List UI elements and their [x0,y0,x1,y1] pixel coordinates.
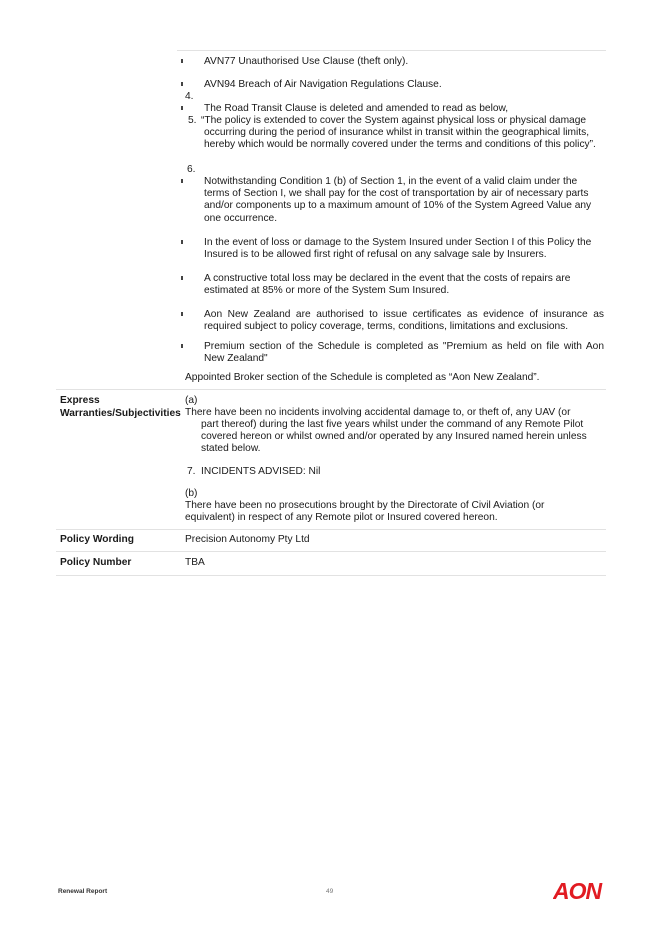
clause-constructive-total-loss: A constructive total loss may be declared in the event that the costs of repairs are estimated at 85% or more of the System Sum Insured. [204,273,571,297]
warranties-label-line1: Express [60,395,100,406]
incidents-advised: INCIDENTS ADVISED: Nil [201,466,321,477]
policy-number-label: Policy Number [60,557,132,568]
aon-logo [553,878,607,902]
clause-air-transport: Notwithstanding Condition 1 (b) of Section 1, in the event of a valid claim under the terms of Section I, we shall pay for the cost of transportation by air of necessary parts and/or components up to a maximum amount of 10% of the System Agreed Value any one occurrence. [204,176,592,224]
broker-note: Appointed Broker section of the Schedule is completed as “Aon New Zealand”. [185,372,540,383]
bullet-marker [181,106,183,110]
bullet-marker [181,276,183,280]
row-divider [56,389,606,390]
bullet-marker [181,179,183,183]
clause-transit-extension: occurring during the period of insurance whilst in transit within the geographical limits, hereby which would be normally covered under the terms and conditions of this policy”. [204,127,596,151]
clause-transit-extension-lead: “The policy is extended to cover the System against physical loss or physical damage [201,115,587,126]
warranties-label [60,395,181,420]
bullet-marker [181,240,183,244]
incidents-number: 7. [187,466,196,477]
clause-salvage: In the event of loss or damage to the System Insured under Section I of this Policy the Insured is to be allowed first right of refusal on any salvage sale by Insurers. [204,237,592,261]
svg-text:AON: AON [553,878,602,902]
footer-page-number: 49 [326,888,334,895]
warranty-a-lead: There have been no incidents involving accidental damage to, or theft of, any UAV (or [185,407,571,418]
bullet-marker [181,59,183,63]
footer-report-name: Renewal Report [58,888,108,895]
top-divider [177,50,606,51]
clause-number: 5. [188,115,197,126]
policy-wording-label: Policy Wording [60,534,134,545]
clause-number: 4. [185,91,194,102]
warranties-label-line2: Warranties/Subjectivities [60,408,181,420]
policy-number-value: TBA [185,557,205,568]
bullet-marker [181,344,183,348]
row-divider [56,575,606,576]
warranty-a-text: part thereof) during the last five years whilst under the command of any Remote Pilot covered hereon or whilst owned and/or operated by any Insured named herein unless stated below. [201,419,587,455]
clause-avn94: AVN94 Breach of Air Navigation Regulations Clause. [204,79,442,90]
bullet-marker [181,82,183,86]
clause-certificates: Aon New Zealand are authorised to issue certificates as evidence of insurance as required subject to policy coverage, terms, conditions, limitations and exclusions. [204,309,604,333]
policy-wording-value: Precision Autonomy Pty Ltd [185,534,310,545]
row-divider [56,551,606,552]
warranty-a-marker: (a) [185,395,198,406]
warranty-b-marker: (b) [185,488,198,499]
clause-avn77: AVN77 Unauthorised Use Clause (theft only). [204,56,409,67]
warranty-b-text: There have been no prosecutions brought by the Directorate of Civil Aviation (or equivalent) in respect of any Remote pilot or Insured covered hereon. [185,500,545,524]
clause-road-transit: The Road Transit Clause is deleted and amended to read as below, [204,103,509,114]
bullet-marker [181,312,183,316]
clause-premium: Premium section of the Schedule is completed as "Premium as held on file with Aon New Zealand" [204,341,604,365]
clause-number: 6. [187,164,196,175]
row-divider [56,529,606,530]
